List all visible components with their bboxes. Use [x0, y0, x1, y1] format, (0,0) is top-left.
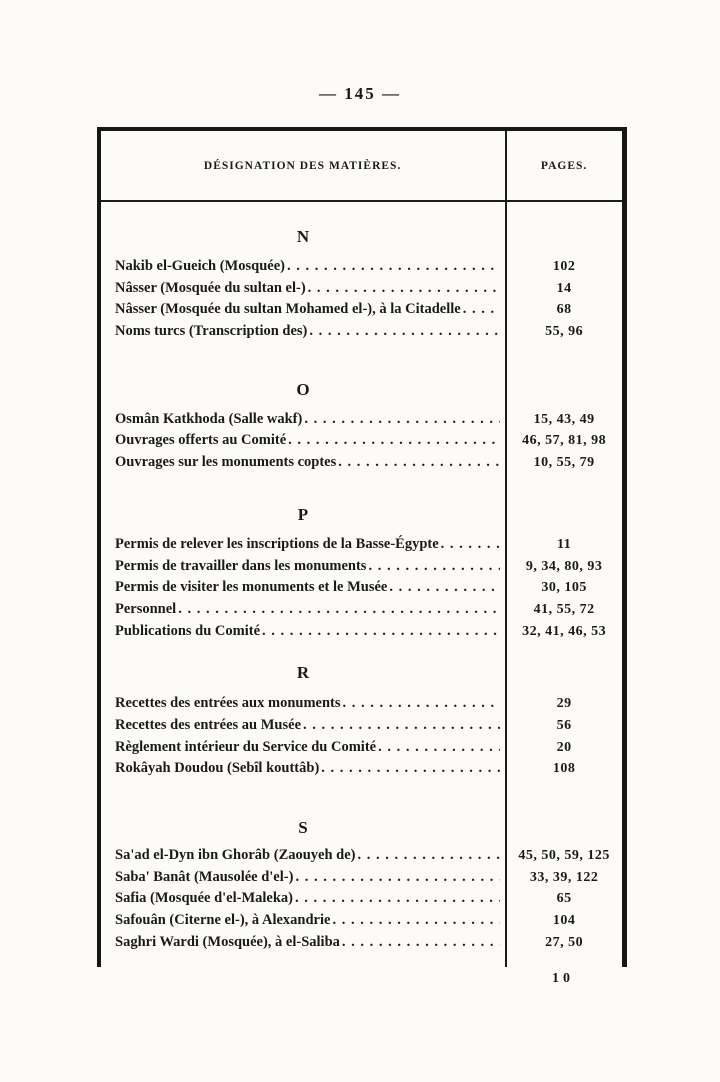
dot-leader [338, 452, 500, 474]
section-rows [101, 693, 622, 780]
dot-leader [303, 715, 500, 737]
index-sections [101, 226, 622, 953]
section-letter-heading: R [296, 663, 310, 683]
entry-page-numbers: 11 [557, 536, 572, 552]
index-entry-row [101, 452, 622, 474]
entry-page-numbers: 108 [552, 761, 576, 777]
index-entry-row [101, 715, 622, 737]
dot-leader [304, 409, 500, 431]
index-section [101, 504, 622, 642]
entry-title-cell [101, 577, 504, 599]
page-number-heading: — 145 — [319, 84, 401, 103]
index-entry-row [101, 278, 622, 300]
index-entry-row [101, 693, 622, 715]
table-header-row [101, 131, 622, 200]
section-rows [101, 534, 622, 642]
entry-title: Permis de relever les inscriptions de la Basse-Égypte [115, 535, 439, 552]
entry-title-cell [101, 599, 504, 621]
index-entry-row [101, 409, 622, 431]
entry-page-numbers: 45, 50, 59, 125 [518, 848, 610, 863]
entry-title: Osmân Katkhoda (Salle wakf) [115, 410, 303, 427]
entry-title: Permis de visiter les monuments et le Musée [115, 579, 388, 596]
entry-title: Rokâyah Doudou (Sebîl kouttâb) [115, 760, 320, 777]
dot-leader [441, 534, 501, 556]
entry-title-cell [101, 621, 504, 643]
entry-title: Safouân (Citerne el-), à Alexandrie [115, 912, 331, 929]
entry-title-cell [101, 278, 504, 300]
entry-title: Ouvrages offerts au Comité [115, 432, 287, 449]
index-entry-row [101, 599, 622, 621]
entry-page-numbers: 55, 96 [545, 324, 584, 340]
entry-title: Sa'ad el-Dyn ibn Ghorâb (Zaouyeh de) [115, 847, 356, 863]
dot-leader [342, 932, 500, 954]
index-entry-row [101, 867, 622, 889]
entry-title: Publications du Comité [115, 622, 261, 639]
entry-title-cell [101, 693, 504, 715]
section-rows [101, 409, 622, 474]
dot-leader [321, 758, 500, 780]
entry-page-numbers: 56 [556, 717, 572, 733]
entry-title: Ouvrages sur les monuments coptes [115, 454, 337, 471]
entry-page-numbers: 32, 41, 46, 53 [522, 623, 607, 639]
entry-title-cell [101, 299, 504, 321]
entry-title: Règlement intérieur du Service du Comité [115, 738, 377, 755]
entry-title-cell [101, 715, 504, 737]
entry-page-numbers: 15, 43, 49 [533, 411, 595, 427]
entry-page-numbers: 46, 57, 81, 98 [522, 433, 607, 449]
entry-title-cell [101, 321, 504, 343]
dot-leader [287, 256, 500, 278]
entry-page-numbers: 9, 34, 80, 93 [525, 558, 603, 574]
index-entry-row [101, 430, 622, 452]
dot-leader [389, 577, 500, 599]
entry-page-numbers: 65 [556, 891, 572, 907]
index-entry-row [101, 932, 622, 954]
dot-leader [308, 278, 501, 300]
entry-page-numbers: 102 [552, 259, 576, 274]
entry-title: Recettes des entrées au Musée [115, 716, 302, 733]
index-entry-row [101, 321, 622, 343]
entry-title-cell [101, 888, 504, 910]
dot-leader [295, 888, 500, 910]
signature-mark: 10 [552, 971, 574, 986]
index-entry-row [101, 577, 622, 599]
entry-page-numbers: 30, 105 [541, 580, 587, 596]
section-letter-heading: N [296, 227, 310, 246]
entry-title-cell [101, 256, 504, 278]
section-letter-heading: O [296, 379, 310, 399]
index-section [101, 379, 622, 474]
entry-title-cell [101, 758, 504, 780]
dot-leader [295, 867, 500, 889]
index-entry-row [101, 621, 622, 643]
index-table-frame [97, 127, 627, 967]
index-entry-row [101, 534, 622, 556]
column-header-designation: DÉSIGNATION DES MATIÈRES. [203, 159, 402, 172]
entry-page-numbers: 29 [556, 696, 572, 712]
index-entry-row [101, 910, 622, 932]
entry-title-cell [101, 534, 504, 556]
dot-leader [288, 430, 500, 452]
entry-title: Safia (Mosquée d'el-Maleka) [115, 890, 294, 907]
index-entry-row [101, 888, 622, 910]
column-header-pages: PAGES. [540, 159, 588, 172]
index-section [101, 662, 622, 780]
section-rows [101, 845, 622, 953]
dot-leader [332, 910, 500, 932]
dot-leader [178, 599, 500, 621]
entry-title: Nakib el-Gueich (Mosquée) [115, 258, 285, 274]
section-letter-heading: S [298, 818, 308, 837]
dot-leader [378, 737, 500, 759]
dot-leader [262, 621, 500, 643]
entry-title: Saghri Wardi (Mosquée), à el-Saliba [115, 933, 340, 950]
entry-title: Noms turcs (Transcription des) [115, 323, 308, 340]
index-entry-row [101, 256, 622, 278]
entry-page-numbers: 41, 55, 72 [533, 601, 595, 617]
entry-title-cell [101, 932, 504, 954]
section-rows [101, 256, 622, 343]
dot-leader [343, 693, 501, 715]
entry-page-numbers: 104 [552, 913, 576, 929]
index-section [101, 226, 622, 343]
entry-page-numbers: 20 [556, 739, 572, 755]
entry-title-cell [101, 430, 504, 452]
index-entry-row [101, 758, 622, 780]
entry-title-cell [101, 845, 504, 867]
entry-title: Nâsser (Mosquée du sultan Mohamed el-), à la Citadelle [115, 301, 461, 318]
dot-leader [463, 299, 501, 321]
entry-title-cell [101, 556, 504, 578]
index-section [101, 817, 622, 953]
entry-title-cell [101, 910, 504, 932]
entry-title: Nâsser (Mosquée du sultan el-) [115, 279, 306, 296]
index-entry-row [101, 556, 622, 578]
entry-page-numbers: 33, 39, 122 [529, 869, 599, 885]
index-entry-row [101, 299, 622, 321]
index-entry-row [101, 845, 622, 867]
entry-title: Personnel [115, 600, 177, 617]
entry-page-numbers: 14 [556, 280, 572, 296]
entry-title-cell [101, 867, 504, 889]
dot-leader [358, 845, 501, 867]
entry-title: Saba' Banât (Mausolée d'el-) [115, 868, 294, 885]
header-separator-rule [101, 200, 622, 202]
entry-page-numbers: 10, 55, 79 [533, 455, 595, 471]
entry-title-cell [101, 452, 504, 474]
entry-title-cell [101, 409, 504, 431]
entry-page-numbers: 68 [556, 302, 572, 318]
column-divider-rule [505, 131, 507, 967]
entry-title: Recettes des entrées aux monuments [115, 695, 341, 712]
dot-leader [309, 321, 500, 343]
dot-leader [368, 556, 500, 578]
entry-title-cell [101, 737, 504, 759]
entry-title: Permis de travailler dans les monuments [115, 557, 367, 574]
section-letter-heading: P [297, 504, 309, 524]
index-entry-row [101, 737, 622, 759]
entry-page-numbers: 27, 50 [545, 934, 584, 950]
